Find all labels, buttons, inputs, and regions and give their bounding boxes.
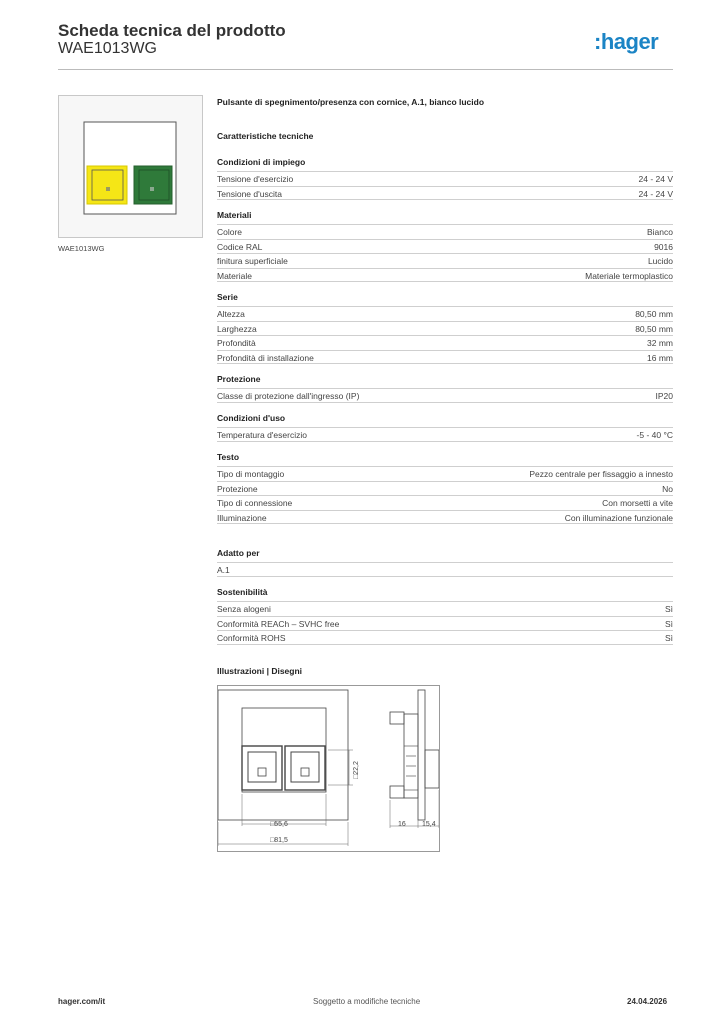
spec-label: Protezione [217, 483, 258, 494]
spec-row [217, 510, 673, 525]
spec-label: Tipo di montaggio [217, 469, 285, 479]
green-button [134, 166, 172, 204]
spec-row [217, 186, 673, 201]
spec-label: Materiale [217, 270, 252, 281]
spec-row [217, 350, 673, 365]
spec-row [217, 481, 673, 496]
product-description: Pulsante di spegnimento/presenza con cornice, A.1, bianco lucido [217, 97, 485, 107]
hager-logo-text: :hager [594, 29, 659, 54]
spec-value: IP20 [655, 391, 673, 401]
spec-label: Larghezza [217, 323, 257, 334]
spec-label: Senza alogeni [217, 604, 271, 614]
spec-row [217, 388, 673, 403]
footer-website[interactable]: hager.com/it [58, 997, 106, 1006]
spec-row [217, 224, 673, 239]
spec-value: Sì [664, 618, 673, 629]
spec-value: 80,50 mm [635, 309, 673, 319]
dim-inner-label: □55,6 [270, 821, 288, 828]
spec-label: Profondità [217, 338, 256, 349]
spec-label: Conformità REACh – SVHC free [217, 618, 340, 629]
spec-value: No [662, 483, 673, 494]
spec-value: 24 - 24 V [638, 188, 673, 199]
spec-value: Pezzo centrale per fissaggio a innesto [529, 469, 673, 479]
dim-depth1-label: 16 [398, 821, 406, 828]
hager-logo [594, 28, 674, 56]
spec-row [217, 239, 673, 254]
section-title: Sostenibilità [217, 587, 268, 597]
spec-label: Colore [217, 227, 243, 237]
section-adatto-per [217, 547, 673, 577]
spec-label: Altezza [217, 309, 245, 319]
section-title: Adatto per [217, 548, 260, 558]
dimension-drawing [218, 686, 439, 851]
spec-row [217, 253, 673, 268]
section-title: Protezione [217, 374, 261, 384]
section-title: Materiali [217, 210, 252, 220]
spec-label: finitura superficiale [217, 256, 288, 267]
section-title: Serie [217, 292, 238, 302]
spec-row [217, 171, 673, 186]
spec-label: Classe di protezione dall'ingresso (IP) [217, 391, 360, 401]
spec-value: 9016 [654, 241, 673, 252]
section-protezione [217, 373, 673, 403]
spec-value: 32 mm [647, 338, 673, 349]
technical-drawing [217, 685, 440, 852]
spec-value: 16 mm [647, 352, 673, 363]
spec-label: Conformità ROHS [217, 633, 286, 644]
spec-value: Sì [664, 604, 673, 614]
footer-date: 24.04.2026 [627, 997, 668, 1006]
specs-title: Caratteristiche tecniche [217, 131, 314, 141]
spec-row [217, 306, 673, 321]
dim-height-label: □22,2 [353, 761, 360, 779]
section-serie [217, 291, 673, 364]
spec-label: A.1 [217, 565, 230, 575]
spec-row [217, 601, 673, 616]
dim-outer-label: □81,5 [270, 837, 288, 844]
spec-value: Lucido [647, 256, 673, 267]
spec-label: Tensione d'esercizio [217, 174, 294, 184]
spec-label: Codice RAL [217, 241, 263, 252]
spec-value: Con morsetti a vite [602, 498, 673, 509]
product-image [58, 95, 203, 238]
section-sostenibilita [217, 586, 673, 645]
spec-row [217, 321, 673, 336]
outer-frame-outline [218, 690, 348, 820]
section-condizioni-uso [217, 412, 673, 442]
dim-depth2-label: 15,4 [422, 821, 436, 828]
side-frame-outline [418, 690, 425, 820]
section-materiali [217, 209, 673, 282]
section-title: Condizioni di impiego [217, 157, 306, 167]
spec-value: Materiale termoplastico [585, 270, 673, 281]
yellow-button [87, 166, 127, 204]
section-title: Condizioni d'uso [217, 413, 286, 423]
product-caption: WAE1013WG [58, 244, 105, 253]
spec-label: Tipo di connessione [217, 498, 293, 509]
footer-note: Soggetto a modifiche tecniche [313, 997, 421, 1006]
product-code: WAE1013WG [58, 40, 157, 57]
spec-row [217, 268, 673, 283]
inner-plate-outline [242, 708, 326, 792]
page-title: Scheda tecnica del prodotto [58, 21, 286, 40]
spec-value: Con illuminazione funzionale [564, 512, 673, 523]
spec-row [217, 562, 673, 577]
spec-label: Tensione d'uscita [217, 188, 282, 199]
section-condizioni-impiego [217, 156, 673, 200]
spec-value: Sì [664, 633, 673, 644]
section-title: Testo [217, 452, 240, 462]
spec-label: Temperatura d'esercizio [217, 430, 307, 440]
drawings-title: Illustrazioni | Disegni [217, 666, 303, 676]
spec-value: Bianco [647, 227, 673, 237]
spec-label: Illuminazione [217, 512, 267, 523]
spec-row [217, 495, 673, 510]
spec-value: 24 - 24 V [638, 174, 673, 184]
spec-row [217, 335, 673, 350]
section-testo [217, 451, 673, 524]
spec-row [217, 466, 673, 481]
spec-row [217, 630, 673, 645]
header-divider [58, 69, 673, 70]
product-illustration [59, 96, 202, 237]
spec-label: Profondità di installazione [217, 352, 314, 363]
spec-row [217, 427, 673, 442]
spec-row [217, 616, 673, 631]
spec-value: -5 - 40 °C [636, 430, 673, 440]
spec-value: 80,50 mm [635, 323, 673, 334]
